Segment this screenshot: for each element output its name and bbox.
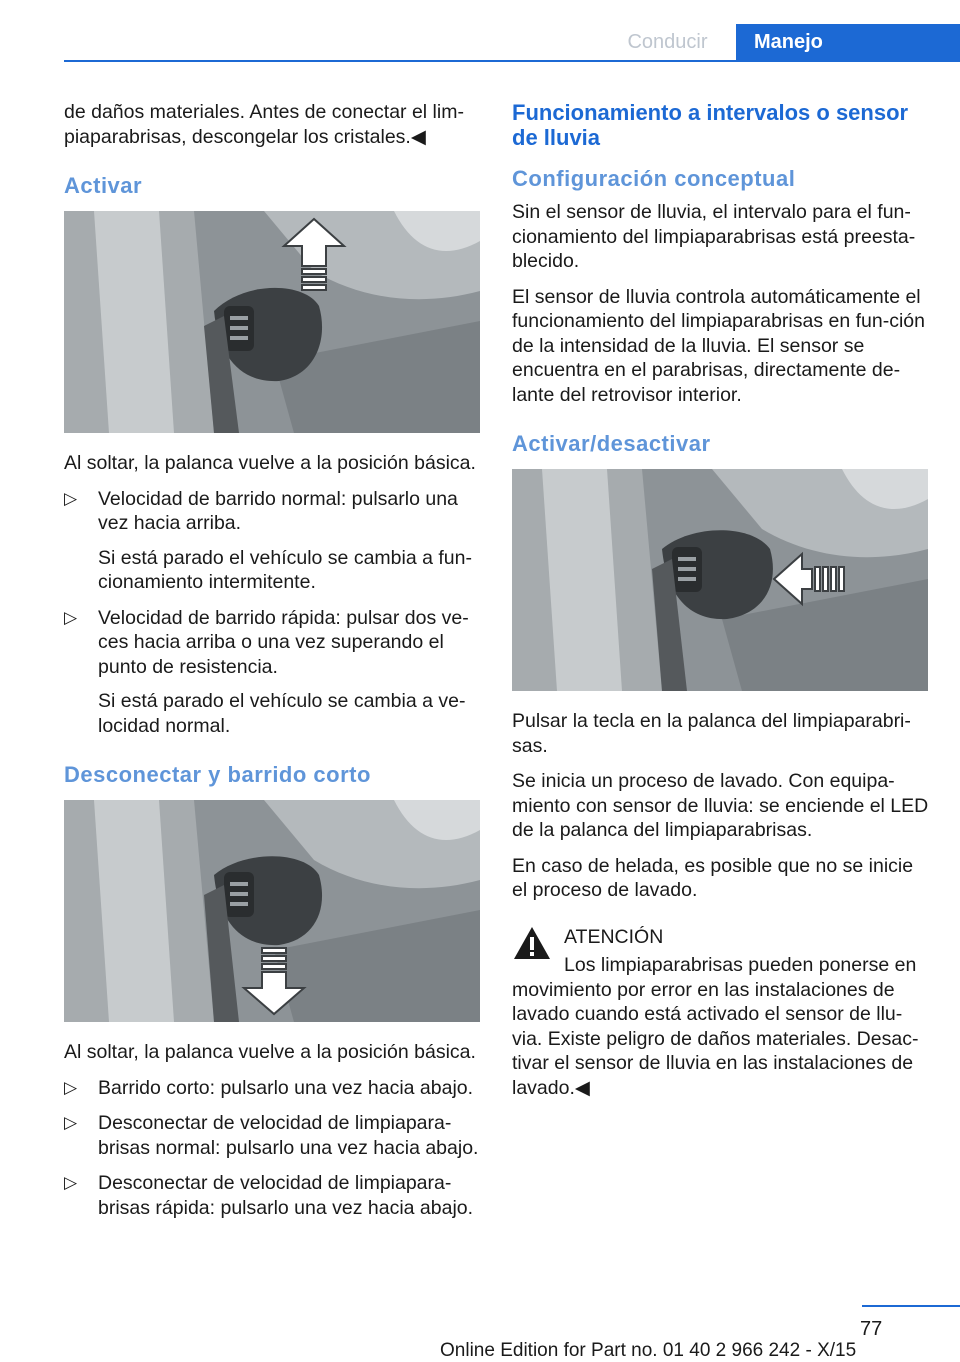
desconectar-caption: Al soltar, la palanca vuelve a la posición básica. [64,1041,476,1063]
bullet-icon: ▷ [64,1113,78,1132]
config-paragraph-2: El sensor de lluvia controla automáticamente el funcionamiento del limpiaparabrisas en fun‐ción de la intensidad de la lluvia. El sensor se encuentra en el parabrisas, directamente de‐lante del retrovisor interior. [512,285,925,406]
bullet-icon: ▷ [64,1077,78,1097]
right-column [512,100,930,1111]
heading-configuracion: Configuración conceptual [512,166,796,191]
activar-paragraph-1: Pulsar la tecla en la palanca del limpiaparabri‐sas. [512,710,911,757]
activar-caption: Al soltar, la palanca vuelve a la posición básica. [64,452,476,474]
edition-note: Online Edition for Part no. 01 40 2 966 242 - X/15 [440,1340,857,1361]
bullet-icon: ▷ [64,1173,78,1192]
list-item [64,606,482,739]
list-item [64,1111,482,1160]
list-item [64,487,482,595]
bullet-icon: ▷ [64,488,78,508]
activar-paragraph-2: Se inicia un proceso de lavado. Con equipa‐miento con sensor de lluvia: se enciende el LED de la palanca del limpiaparabrisas. [512,770,929,841]
wiper-lever-button-illustration [512,469,928,691]
list-item-text: Barrido corto: pulsarlo una vez hacia abajo. [98,1076,474,1099]
activar-paragraph-3: En caso de helada, es posible que no se inicie el proceso de lavado. [512,854,914,901]
heading-activar: Activar [64,173,143,198]
list-item-text: Velocidad de barrido normal: pulsarlo una vez hacia arriba. [98,487,458,534]
list-item-text: Desconectar de velocidad de limpiapara‐brisas rápida: pulsarlo una vez hacia abajo. [98,1172,474,1219]
warning-text: Los limpiaparabrisas pueden ponerse en movimiento por error en las instalaciones de lavado cuando está activado el sensor de llu‐via. Existe peligro de daños materiales. Desac‐tivar el sensor de lluvia en las instalaciones de lavado.◀ [512,954,919,1099]
list-item [64,1171,482,1220]
heading-funcionamiento: Funcionamiento a intervalos o sensor de lluvia [512,100,909,150]
activar-list [64,487,482,739]
left-column [64,100,482,1231]
list-item-note: Si está parado el vehículo se cambia a ve‐locidad normal. [98,690,466,737]
list-item [64,1076,482,1101]
warning-title: ATENCIÓN [564,925,664,948]
heading-activar-desactivar: Activar/desactivar [512,431,711,456]
warning-icon [512,925,552,961]
bullet-icon: ▷ [64,607,78,627]
wiper-lever-up-illustration [64,211,480,433]
page-number: 77 [860,1318,883,1340]
desconectar-list [64,1076,482,1221]
list-item-text: Desconectar de velocidad de limpiapara‐brisas normal: pulsarlo una vez hacia abajo. [98,1112,479,1159]
header-rule [64,60,960,62]
intro-paragraph: de daños materiales. Antes de conectar el lim‐piaparabrisas, descongelar los cristales.◀ [64,101,464,148]
tab-conducir[interactable]: Conducir [627,31,708,53]
list-item-note: Si está parado el vehículo se cambia a fun‐cionamiento intermitente. [98,546,472,593]
wiper-lever-down-illustration [64,800,480,1022]
footer-rule [862,1305,960,1307]
config-paragraph-1: Sin el sensor de lluvia, el intervalo para el fun‐cionamiento del limpiaparabrisas está preesta‐blecido. [512,201,916,272]
tab-manejo[interactable]: Manejo [736,24,960,60]
warning-block [512,925,930,1101]
heading-desconectar: Desconectar y barrido corto [64,762,371,787]
list-item-text: Velocidad de barrido rápida: pulsar dos ve‐ces hacia arriba o una vez superando el punto de resistencia. [98,606,469,678]
